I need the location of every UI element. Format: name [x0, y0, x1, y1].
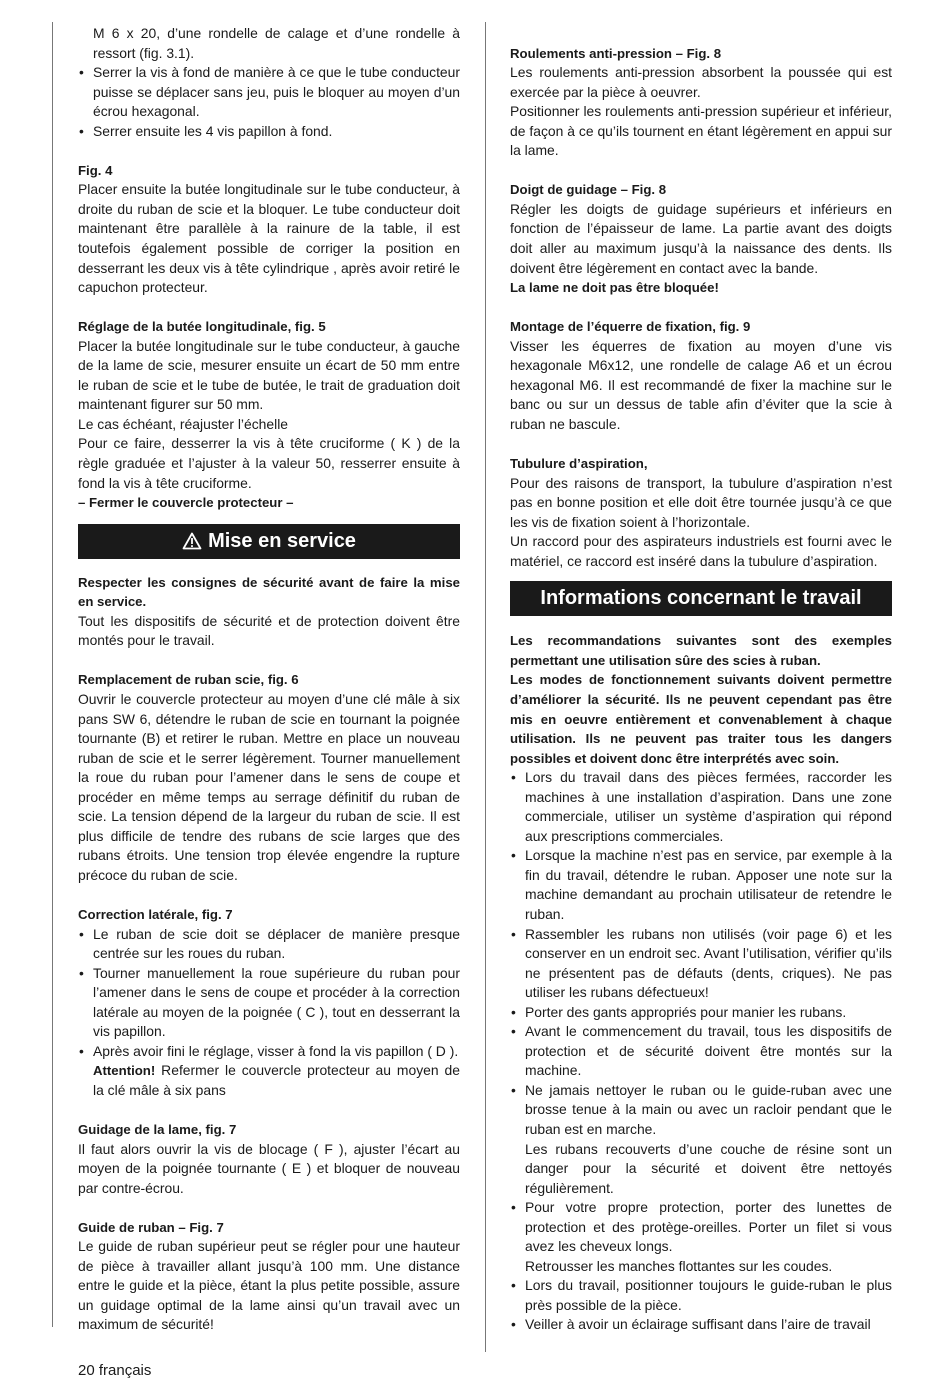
list-item-continuation: Retrousser les manches flottantes sur les coudes. [525, 1257, 833, 1274]
paragraph: Tout les dispositifs de sécurité et de protection doivent être montés pour le travail. [78, 612, 460, 649]
paragraph: Le cas échéant, réajuster l’échelle [78, 415, 289, 432]
attention-note [78, 1061, 460, 1100]
section-heading-fig6: Remplacement de ruban scie, fig. 6 [78, 672, 299, 688]
paragraph: Pour ce faire, desserrer la vis à tête cruciforme ( K ) de la règle graduée et l’ajuster à la valeur 50, resserrer ensuite à fond la vis à tête cruciforme. [78, 435, 460, 491]
paragraph: Les roulements anti-pression absorbent la poussée qui est exercée par la pièce à oeuvrer. [510, 64, 892, 100]
section-heading-fig7-guide: Guide de ruban – Fig. 7 [78, 1219, 224, 1235]
section-banner-mise-en-service [78, 524, 460, 559]
section-heading-fig8-doigt: Doigt de guidage – Fig. 8 [510, 182, 667, 198]
left-margin-rule [52, 22, 53, 1327]
section-heading-fig9: Montage de l’équerre de fixation, fig. 9 [510, 319, 751, 335]
attention-label: Attention! [93, 1063, 156, 1079]
column-divider [485, 22, 486, 1352]
intro-bullet-list [78, 63, 460, 141]
list-item: • Après avoir fini le réglage, visser à fond la vis papillon ( D ). [78, 1042, 460, 1062]
section-banner-travail [510, 581, 892, 616]
paragraph: Visser les équerres de fixation au moyen d’une vis hexagonale M6x12, une rondelle de calage A6 et un écrou hexagonal M6. Il est recommandé de fixer la machine sur le banc ou sur un dessus de table afin d’éviter que la scie à ruban ne bascule. [510, 337, 892, 432]
section-heading-aspiration: Tubulure d’aspiration, [510, 456, 648, 472]
list-item: • Lorsque la machine n’est pas en service, par exemple à la fin du travail, détendre le ruban. Apposer une note sur la machine demandant au prochain utilisateur de retendre le ruban. [510, 846, 892, 924]
banner-title: Mise en service [208, 529, 356, 552]
list-item: • Porter des gants appropriés pour manier les rubans. [510, 1003, 892, 1023]
list-item-text: Ne jamais nettoyer le ruban ou le guide-ruban avec une brosse tenue à la main ou avec un racloir pendant que le ruban est en marche. [525, 1081, 892, 1137]
list-item: • Avant le commencement du travail, tous les dispositifs de protection et de sécurité doivent être montés sur la machine. [510, 1022, 892, 1081]
paragraph: Placer ensuite la butée longitudinale sur le tube conducteur, à droite du ruban de scie et la bloquer. Le tube conducteur doit maintenant être parallèle à la rainure de la table, il est toutefois également possible de corriger la position en desserrant les deux vis à tête cylindrique , après avoir retiré le capuchon protecteur. [78, 181, 460, 296]
list-item: • Le ruban de scie doit se déplacer de manière presque centrée sur les roues du ruban. [78, 925, 460, 964]
list-item [510, 1198, 892, 1276]
list-item: • Lors du travail dans des pièces fermées, raccorder les machines à une installation d’aspiration. Dans une zone commerciale, utiliser un système d’aspiration qui répond aux prescriptions commerciales. [510, 768, 892, 846]
list-item-text: Pour votre propre protection, porter des lunettes de protection et des protège-oreilles. Porter un filet si vous avez les cheveux longs. [525, 1199, 892, 1255]
paragraph: Régler les doigts de guidage supérieurs et inférieurs en fonction de l’épaisseur de lame. La partie avant des doigts doit aller au maximum jusqu’à la naissance des dents. Ils doivent être légèrement en contact avec la bande. [510, 200, 892, 276]
list-item: • Serrer la vis à fond de manière à ce que le tube conducteur puisse se déplacer sans jeu, puis le bloquer au moyen d’un écrou hexagonal. [78, 63, 460, 122]
bold-paragraph: Les recommandations suivantes sont des exemples permettant une utilisation sûre des scies à ruban. [510, 633, 892, 668]
section-heading-fig5: Réglage de la butée longitudinale, fig. 5 [78, 319, 326, 335]
left-column [78, 24, 460, 1335]
banner-title: Informations concernant le travail [540, 587, 862, 610]
bold-instruction: – Fermer le couvercle protecteur – [78, 495, 294, 511]
warning-triangle-icon [182, 532, 202, 550]
paragraph: Il faut alors ouvrir la vis de blocage ( F ), ajuster l’écart au moyen de la poignée tournante ( E ) et bloquer de nouveau par contre-écrou. [78, 1140, 460, 1196]
list-item-continuation: Les rubans recouverts d’une couche de résine sont un danger pour la sécurité et doivent être nettoyés régulièrement. [525, 1140, 892, 1196]
list-item: • Lors du travail, positionner toujours le guide-ruban le plus près possible de la pièce. [510, 1276, 892, 1315]
safety-bullet-list [510, 768, 892, 1335]
bold-paragraph: Respecter les consignes de sécurité avant de faire la mise en service. [78, 574, 460, 610]
list-item: • Serrer ensuite les 4 vis papillon à fond. [78, 122, 460, 142]
list-item [510, 1081, 892, 1198]
section-heading-fig4: Fig. 4 [78, 162, 113, 178]
section-heading-fig8-roulements: Roulements anti-pression – Fig. 8 [510, 45, 722, 61]
list-item: • Veiller à avoir un éclairage suffisant dans l’aire de travail [510, 1315, 892, 1335]
bold-paragraph: Les modes de fonctionnement suivants doivent permettre d’améliorer la sécurité. Ils ne peuvent cependant pas être mis en oeuvre entièrement et convenablement à chaque utilisation. Ils ne peuvent pas traiter tous les dangers possibles et doivent donc être interprétés avec soin. [510, 672, 892, 766]
bold-warning: La lame ne doit pas être bloquée! [510, 280, 719, 296]
paragraph: Ouvrir le couvercle protecteur au moyen d’une clé mâle à six pans SW 6, détendre le ruban de scie en tournant la poignée tournante (B) et retirer le ruban. Mettre en place un nouveau ruban de scie et le serrer légèrement. Tourner manuellement la roue du ruban pour l’amener dans le sens de coupe et procéder en même temps au serrage définitif du ruban de scie. La tension dépend de la largeur du ruban de scie. Il est plus difficile de tendre des rubans de scie larges que des rubans étroits. Une tension trop élevée engendre la rupture précoce du ruban de scie. [78, 690, 460, 883]
paragraph: Un raccord pour des aspirateurs industriels est fourni avec le matériel, ce raccord est inséré dans la tubulure d’aspiration. [510, 533, 892, 569]
right-column [510, 24, 892, 1335]
intro-continuation: M 6 x 20, d’une rondelle de calage et d’une rondelle à ressort (fig. 3.1). [93, 25, 460, 61]
attention-text: Refermer le couvercle protecteur au moyen de la clé mâle à six pans [93, 1062, 460, 1098]
list-item: • Tourner manuellement la roue supérieure du ruban pour l’amener dans le sens de coupe et procéder à la correction latérale au moyen de la poignée ( C ), tout en desserrant la vis papillon. [78, 964, 460, 1042]
paragraph: Pour des raisons de transport, la tubulure d’aspiration n’est pas en bonne position et elle doit être tournée jusqu’à ce que les vis de fixation soient à l’horizontale. [510, 474, 892, 530]
paragraph: Le guide de ruban supérieur peut se régler pour une hauteur de pièce à travailler allant jusqu’à 100 mm. Une distance entre le guide et la pièce, étant la plus petite possible, assure un guidage optimal de la lame ainsi qu’un travail avec un maximum de sécurité! [78, 1238, 460, 1333]
correction-bullet-list [78, 925, 460, 1062]
paragraph: Positionner les roulements anti-pression supérieur et inférieur, de façon à ce qu’ils tournent en étant légèrement en appui sur la lame. [510, 103, 892, 159]
list-item: • Rassembler les rubans non utilisés (voir page 6) et les conserver en un endroit sec. Avant l’utilisation, vérifier qu’ils ne présentent pas de défauts (dents, criques). Ne pas utiliser les rubans défectueux! [510, 925, 892, 1003]
section-heading-fig7-guidage: Guidage de la lame, fig. 7 [78, 1121, 237, 1137]
section-heading-fig7-correction: Correction latérale, fig. 7 [78, 906, 233, 922]
paragraph: Placer la butée longitudinale sur le tube conducteur, à gauche de la lame de scie, mesurer ensuite un écart de 50 mm entre le ruban de scie et le tube de butée, le trait de graduation doit maintenant figurer sur 50 mm. [78, 337, 460, 413]
page-footer: 20 français [78, 1362, 152, 1379]
